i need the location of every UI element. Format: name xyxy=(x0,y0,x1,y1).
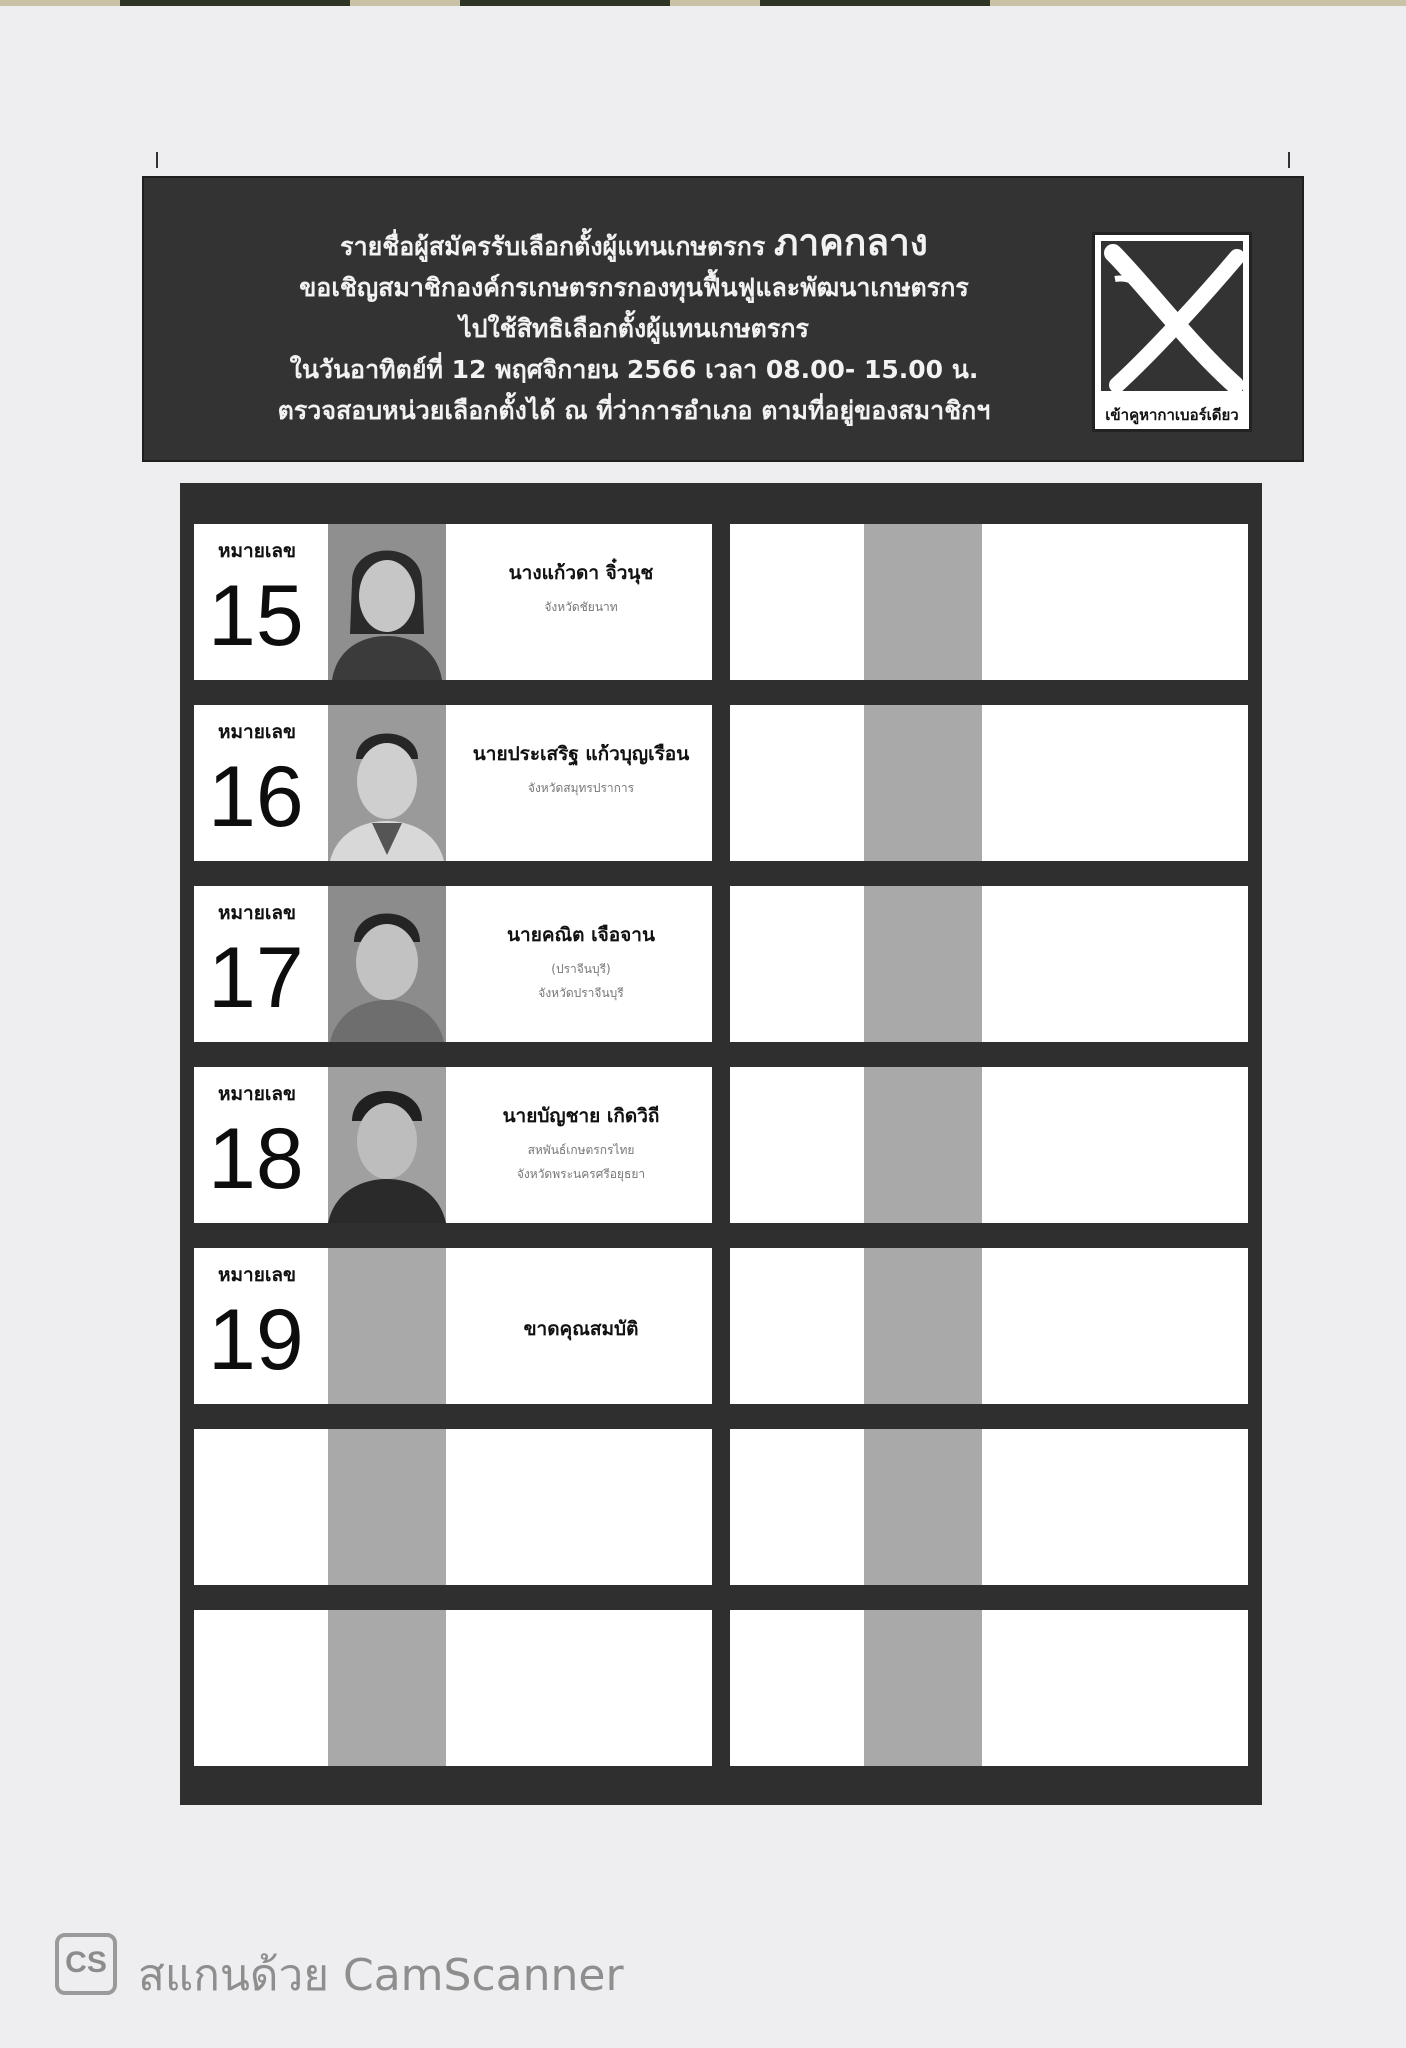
candidate-name: นายคณิต เจือจาน xyxy=(507,924,655,946)
candidate-number: 15 xyxy=(208,568,304,664)
header-line-2: ขอเชิญสมาชิกองค์กรเกษตรกรกองทุนฟื้นฟูและพัฒนาเกษตรกร xyxy=(299,273,969,302)
empty-cell xyxy=(194,1429,712,1585)
vote-mark-label: เข้าคูหากาเบอร์เดียว xyxy=(1105,406,1239,424)
header-text xyxy=(184,222,1084,431)
header-region: ภาคกลาง xyxy=(774,221,928,264)
header-line-1 xyxy=(184,222,1084,267)
number-label: หมายเลข xyxy=(218,902,296,924)
candidate-name: นางแก้วดา จิ๋วนุช xyxy=(508,562,654,584)
candidate-cell xyxy=(194,524,712,680)
candidate-info xyxy=(450,705,712,861)
vote-mark-box xyxy=(1092,232,1252,432)
candidate-province: จังหวัดพระนครศรีอยุธยา xyxy=(516,1167,646,1181)
scan-edge-dark xyxy=(120,0,350,6)
number-box xyxy=(194,1248,328,1404)
candidate-photo xyxy=(328,886,446,1042)
candidate-name: นายประเสริฐ แก้วบุญเรือน xyxy=(472,743,690,765)
camscanner-logo: CS xyxy=(55,1933,117,1995)
candidate-cell xyxy=(194,1067,712,1223)
candidate-cell xyxy=(194,1248,712,1404)
candidate-info xyxy=(450,1248,712,1404)
x-mark-icon xyxy=(1095,235,1249,399)
candidate-cell xyxy=(194,886,712,1042)
portrait-image xyxy=(328,1067,446,1223)
empty-photo-slot xyxy=(864,1248,982,1404)
portrait-image xyxy=(328,705,446,861)
portrait-image xyxy=(328,886,446,1042)
candidate-photo xyxy=(328,705,446,861)
disqualified-note: ขาดคุณสมบัติ xyxy=(523,1318,639,1340)
candidate-info xyxy=(450,524,712,680)
empty-cell xyxy=(730,1067,1248,1223)
empty-cell xyxy=(730,705,1248,861)
candidate-board xyxy=(180,483,1262,1805)
number-label: หมายเลข xyxy=(218,540,296,562)
scan-top-edge xyxy=(0,0,1406,6)
header-line-4: ในวันอาทิตย์ที่ 12 พฤศจิกายน 2566 เวลา 08.00- 15.00 น. xyxy=(289,355,979,384)
number-label: หมายเลข xyxy=(218,1264,296,1286)
candidate-info xyxy=(450,886,712,1042)
empty-photo-slot xyxy=(864,1067,982,1223)
empty-photo-slot xyxy=(864,705,982,861)
header-title: รายชื่อผู้สมัครรับเลือกตั้งผู้แทนเกษตรกร xyxy=(340,232,766,261)
header-line-5: ตรวจสอบหน่วยเลือกตั้งได้ ณ ที่ว่าการอำเภอ ตามที่อยู่ของสมาชิกฯ xyxy=(277,396,991,425)
candidate-number: 17 xyxy=(208,930,304,1026)
empty-cell xyxy=(730,1248,1248,1404)
crop-mark xyxy=(1288,152,1290,168)
candidate-photo xyxy=(328,1067,446,1223)
empty-photo-slot xyxy=(328,1429,446,1585)
scan-edge-dark xyxy=(760,0,990,6)
candidate-province: จังหวัดสมุทรปราการ xyxy=(527,781,635,795)
empty-cell xyxy=(194,1610,712,1766)
header-banner xyxy=(142,176,1304,462)
empty-cell xyxy=(730,886,1248,1042)
number-box xyxy=(194,1067,328,1223)
empty-photo-slot xyxy=(864,1429,982,1585)
empty-photo-slot xyxy=(328,1610,446,1766)
scan-edge-dark xyxy=(460,0,670,6)
camscanner-watermark: สแกนด้วย CamScanner xyxy=(138,1950,624,2001)
empty-photo-slot xyxy=(864,524,982,680)
empty-cell xyxy=(730,1610,1248,1766)
candidate-group-line-2: (ปราจีนบุรี) xyxy=(551,962,611,976)
candidate-photo xyxy=(328,524,446,680)
empty-photo-slot xyxy=(864,1610,982,1766)
candidate-province: จังหวัดปราจีนบุรี xyxy=(538,986,624,1000)
candidate-info xyxy=(450,1067,712,1223)
candidate-number: 16 xyxy=(208,749,304,845)
candidate-group: สหพันธ์เกษตรกรไทย xyxy=(527,1143,635,1157)
number-box xyxy=(194,886,328,1042)
empty-cell xyxy=(730,1429,1248,1585)
number-box xyxy=(194,705,328,861)
candidate-number: 19 xyxy=(208,1292,304,1388)
candidate-number: 18 xyxy=(208,1111,304,1207)
empty-photo-slot xyxy=(328,1248,446,1404)
number-label: หมายเลข xyxy=(218,721,296,743)
portrait-image xyxy=(328,524,446,680)
empty-photo-slot xyxy=(864,886,982,1042)
empty-cell xyxy=(730,524,1248,680)
number-box xyxy=(194,524,328,680)
header-line-3: ไปใช้สิทธิเลือกตั้งผู้แทนเกษตรกร xyxy=(459,314,809,343)
number-label: หมายเลข xyxy=(218,1083,296,1105)
candidate-province: จังหวัดชัยนาท xyxy=(544,600,618,614)
crop-mark xyxy=(156,152,158,168)
candidate-cell xyxy=(194,705,712,861)
candidate-name: นายบัญชาย เกิดวิถี xyxy=(502,1105,660,1127)
